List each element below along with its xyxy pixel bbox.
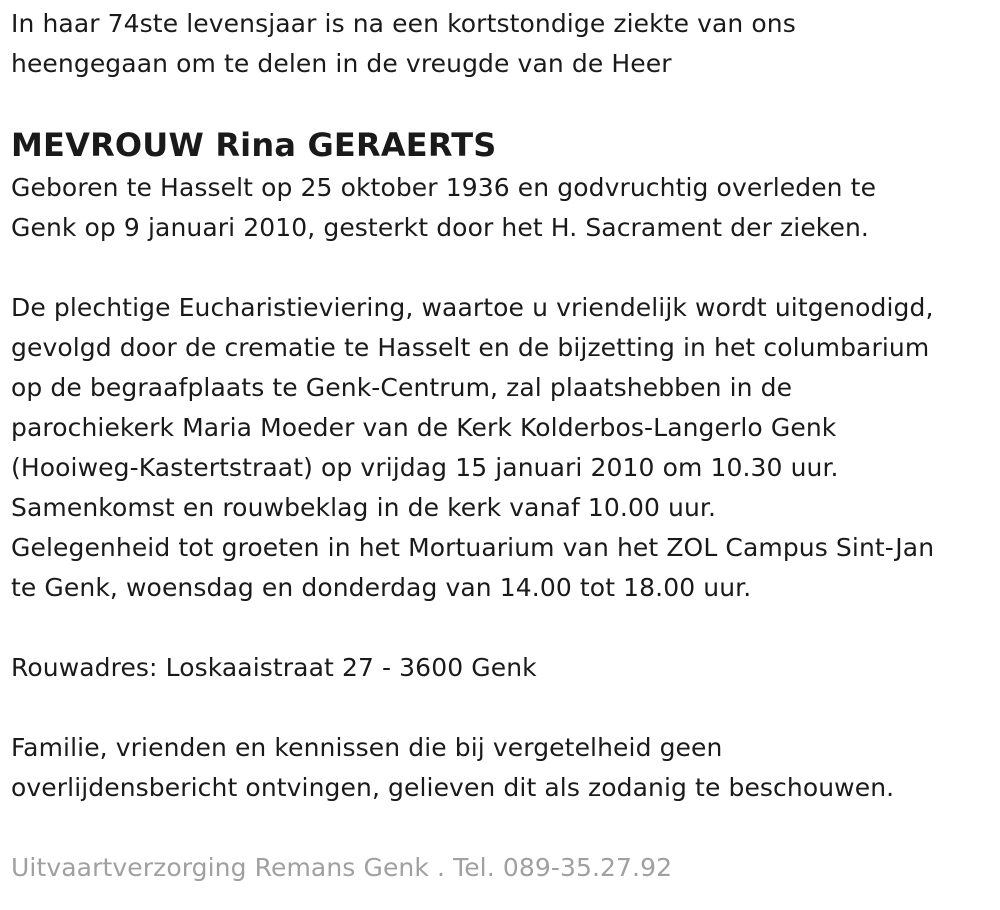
paragraph-spacer — [11, 248, 996, 288]
paragraph-spacer — [11, 688, 996, 728]
ceremony-line: (Hooiweg-Kastertstraat) op vrijdag 15 januari 2010 om 10.30 uur. — [11, 453, 839, 482]
intro-line: heengegaan om te delen in de vreugde van de Heer — [11, 49, 672, 78]
birth-death-line: Geboren te Hasselt op 25 oktober 1936 en godvruchtig overleden te — [11, 173, 877, 202]
ceremony-line: parochiekerk Maria Moeder van de Kerk Kolderbos-Langerlo Genk — [11, 413, 837, 442]
ceremony-line: De plechtige Eucharistieviering, waartoe u vriendelijk wordt uitgenodigd, — [11, 293, 934, 322]
funeral-home-footer: Uitvaartverzorging Remans Genk . Tel. 089-35.27.92 — [11, 853, 673, 882]
mourning-address: Rouwadres: Loskaaistraat 27 - 3600 Genk — [11, 653, 537, 682]
intro-line: In haar 74ste levensjaar is na een kortstondige ziekte van ons — [11, 9, 796, 38]
ceremony-line: te Genk, woensdag en donderdag van 14.00 tot 18.00 uur. — [11, 573, 752, 602]
birth-death-line: Genk op 9 januari 2010, gesterkt door het H. Sacrament der zieken. — [11, 213, 869, 242]
notice-paragraph — [11, 728, 996, 808]
paragraph-spacer — [11, 608, 996, 648]
ceremony-paragraph — [11, 288, 996, 608]
ceremony-line: Gelegenheid tot groeten in het Mortuarium van het ZOL Campus Sint-Jan — [11, 533, 935, 562]
obituary-notice — [11, 4, 996, 888]
ceremony-line: gevolgd door de crematie te Hasselt en de bijzetting in het columbarium — [11, 333, 930, 362]
paragraph-spacer — [11, 808, 996, 848]
ceremony-line: op de begraafplaats te Genk-Centrum, zal plaatshebben in de — [11, 373, 793, 402]
birth-death-paragraph — [11, 168, 996, 248]
notice-line: Familie, vrienden en kennissen die bij vergetelheid geen — [11, 733, 723, 762]
deceased-name: MEVROUW Rina GERAERTS — [11, 126, 497, 164]
notice-line: overlijdensbericht ontvingen, gelieven dit als zodanig te beschouwen. — [11, 773, 895, 802]
ceremony-line: Samenkomst en rouwbeklag in de kerk vanaf 10.00 uur. — [11, 493, 717, 522]
intro-paragraph — [11, 4, 996, 84]
